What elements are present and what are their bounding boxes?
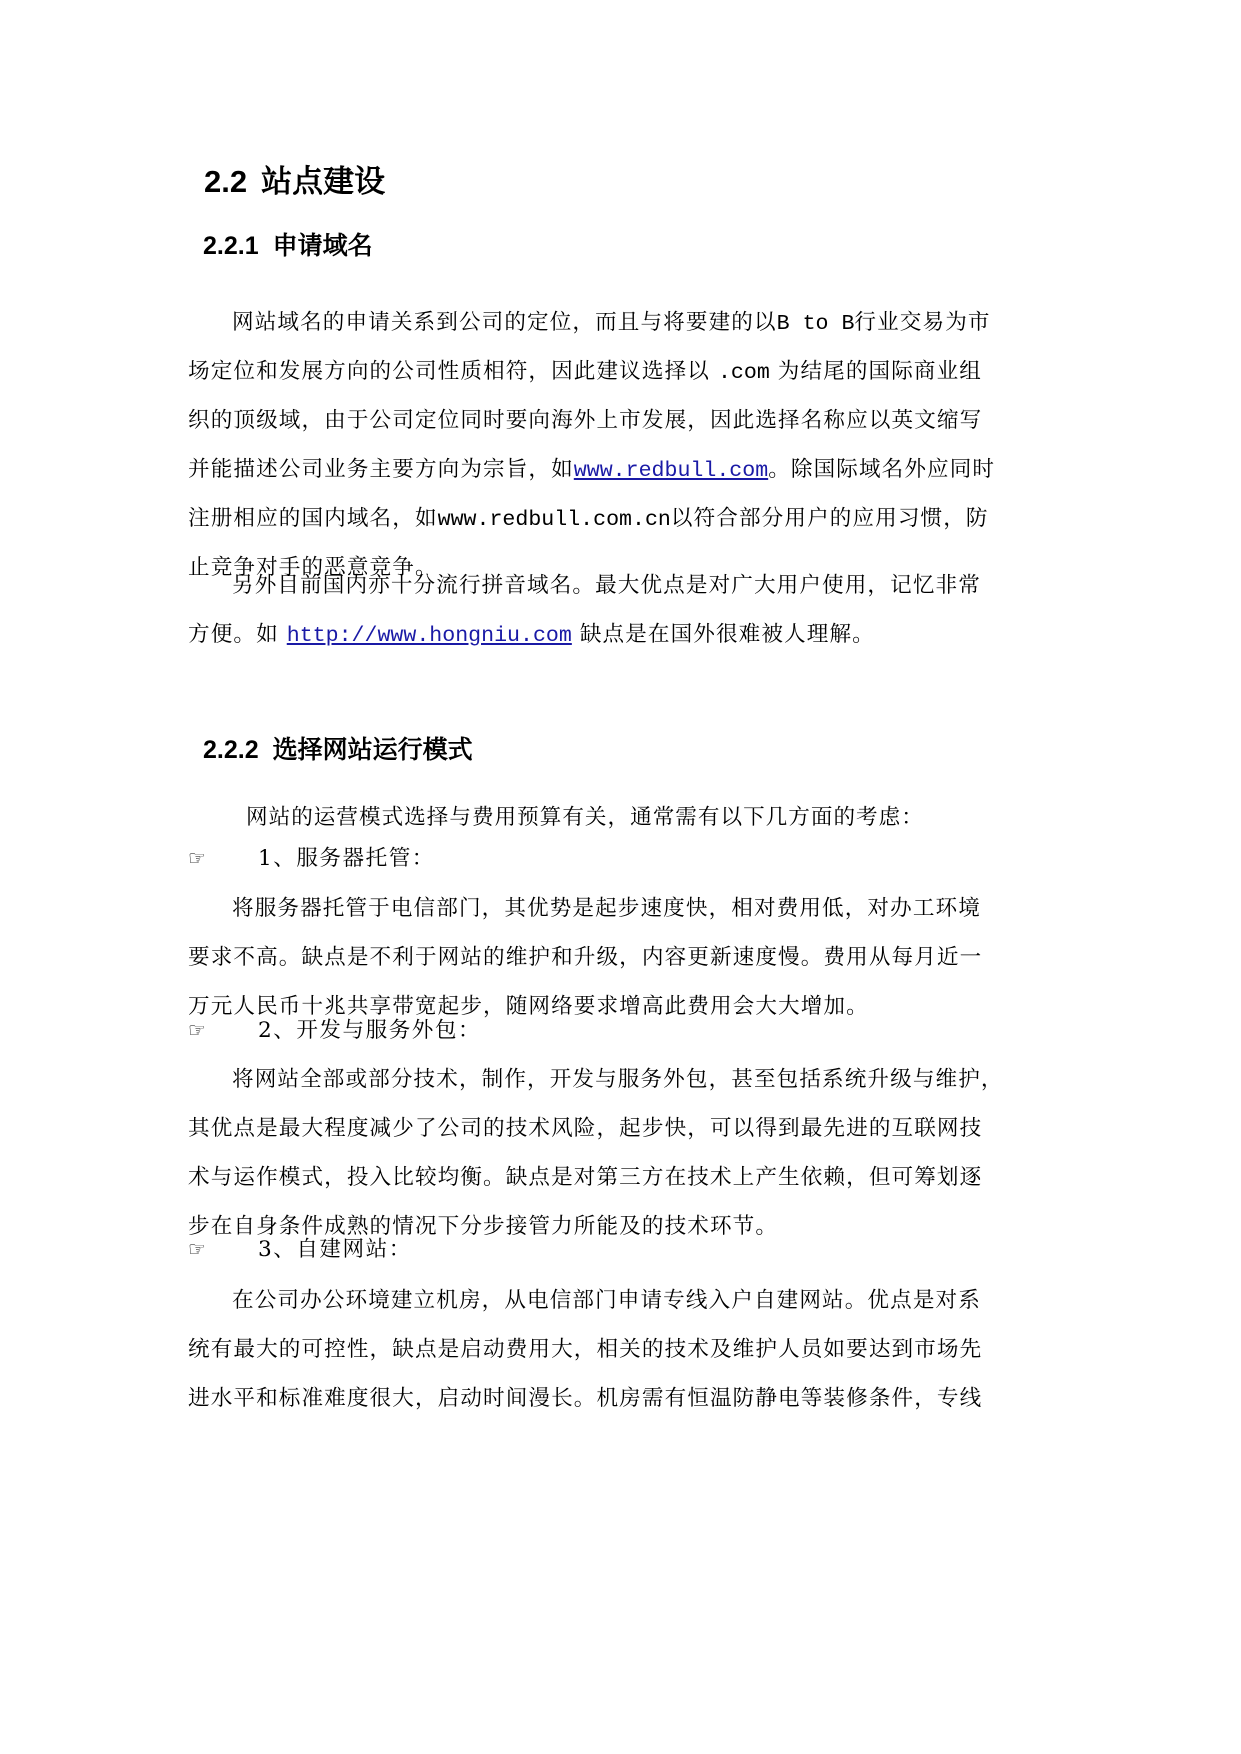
text-line: 将服务器托管于电信部门，其优势是起步速度快，相对费用低，对办工环境 (232, 896, 981, 921)
text-line: 术与运作模式，投入比较均衡。缺点是对第三方在技术上产生依赖，但可筹划逐 (188, 1165, 983, 1190)
text-line: 统有最大的可控性，缺点是启动费用大，相关的技术及维护人员如要达到市场先 (188, 1337, 983, 1362)
bullet-label: 1、服务器托管： (258, 846, 435, 871)
subsection-title: 选择网站运行模式 (272, 735, 473, 764)
domain-paragraph-1 (188, 298, 995, 592)
text-line: 网站域名的申请关系到公司的定位，而且与将要建的以B to B行业交易为市 (232, 310, 991, 336)
subsection-heading-1 (203, 228, 373, 264)
section-title: 站点建设 (261, 164, 386, 200)
text-line: 止竞争对手的恶意竞争。 (188, 555, 438, 580)
mode-paragraph-2 (188, 1055, 1004, 1251)
text-line: 其优点是最大程度减少了公司的技术风险，起步快，可以得到最先进的互联网技 (188, 1116, 983, 1141)
bullet-item-1 (188, 838, 435, 879)
subsection-title: 申请域名 (272, 231, 373, 260)
text-line: 将网站全部或部分技术，制作，开发与服务外包，甚至包括系统升级与维护， (232, 1067, 1004, 1092)
text-line: 步在自身条件成熟的情况下分步接管力所能及的技术环节。 (188, 1214, 779, 1239)
pointing-hand-icon: ☞ (188, 846, 206, 870)
subsection-number: 2.2.1 (203, 232, 259, 260)
mode-paragraph-3 (188, 1276, 982, 1423)
hongniu-link[interactable]: http://www.hongniu.com (286, 624, 572, 648)
text-line: 进水平和标准难度很大，启动时间漫长。机房需有恒温防静电等装修条件，专线 (188, 1386, 983, 1411)
bullet-item-2 (188, 1010, 481, 1051)
text-line: 织的顶级域，由于公司定位同时要向海外上市发展，因此选择名称应以英文缩写 (188, 408, 983, 433)
text-line: 另外目前国内亦十分流行拼音域名。最大优点是对广大用户使用，记忆非常 (232, 573, 981, 598)
redbull-link[interactable]: www.redbull.com (573, 459, 769, 483)
text-line: 在公司办公环境建立机房，从电信部门申请专线入户自建网站。优点是对系 (232, 1288, 981, 1313)
mode-intro: 网站的运营模式选择与费用预算有关，通常需有以下几方面的考虑： (246, 805, 924, 830)
mode-paragraph-1 (188, 884, 982, 1031)
bullet-label: 3、自建网站： (258, 1237, 412, 1262)
bullet-item-3 (188, 1229, 412, 1270)
section-number: 2.2 (204, 164, 248, 199)
pointing-hand-icon: ☞ (188, 1237, 206, 1261)
section-heading (204, 160, 385, 204)
text-line: 要求不高。缺点是不利于网站的维护和升级，内容更新速度慢。费用从每月近一 (188, 945, 983, 970)
pointing-hand-icon: ☞ (188, 1018, 206, 1042)
text-line: 方便。如 http://www.hongniu.com 缺点是在国外很难被人理解。 (188, 622, 875, 648)
text-line: 并能描述公司业务主要方向为宗旨，如www.redbull.com。除国际域名外应同时 (188, 457, 996, 483)
domain-paragraph-2 (188, 561, 981, 659)
text-line: 注册相应的国内域名，如www.redbull.com.cn以符合部分用户的应用习惯，防 (188, 506, 989, 532)
subsection-heading-2 (203, 732, 473, 768)
subsection-number: 2.2.2 (203, 736, 259, 764)
text-line: 场定位和发展方向的公司性质相符，因此建议选择以 .com 为结尾的国际商业组 (188, 359, 982, 385)
bullet-label: 2、开发与服务外包： (258, 1018, 482, 1043)
text-line: 万元人民币十兆共享带宽起步，随网络要求增高此费用会大大增加。 (188, 994, 869, 1019)
